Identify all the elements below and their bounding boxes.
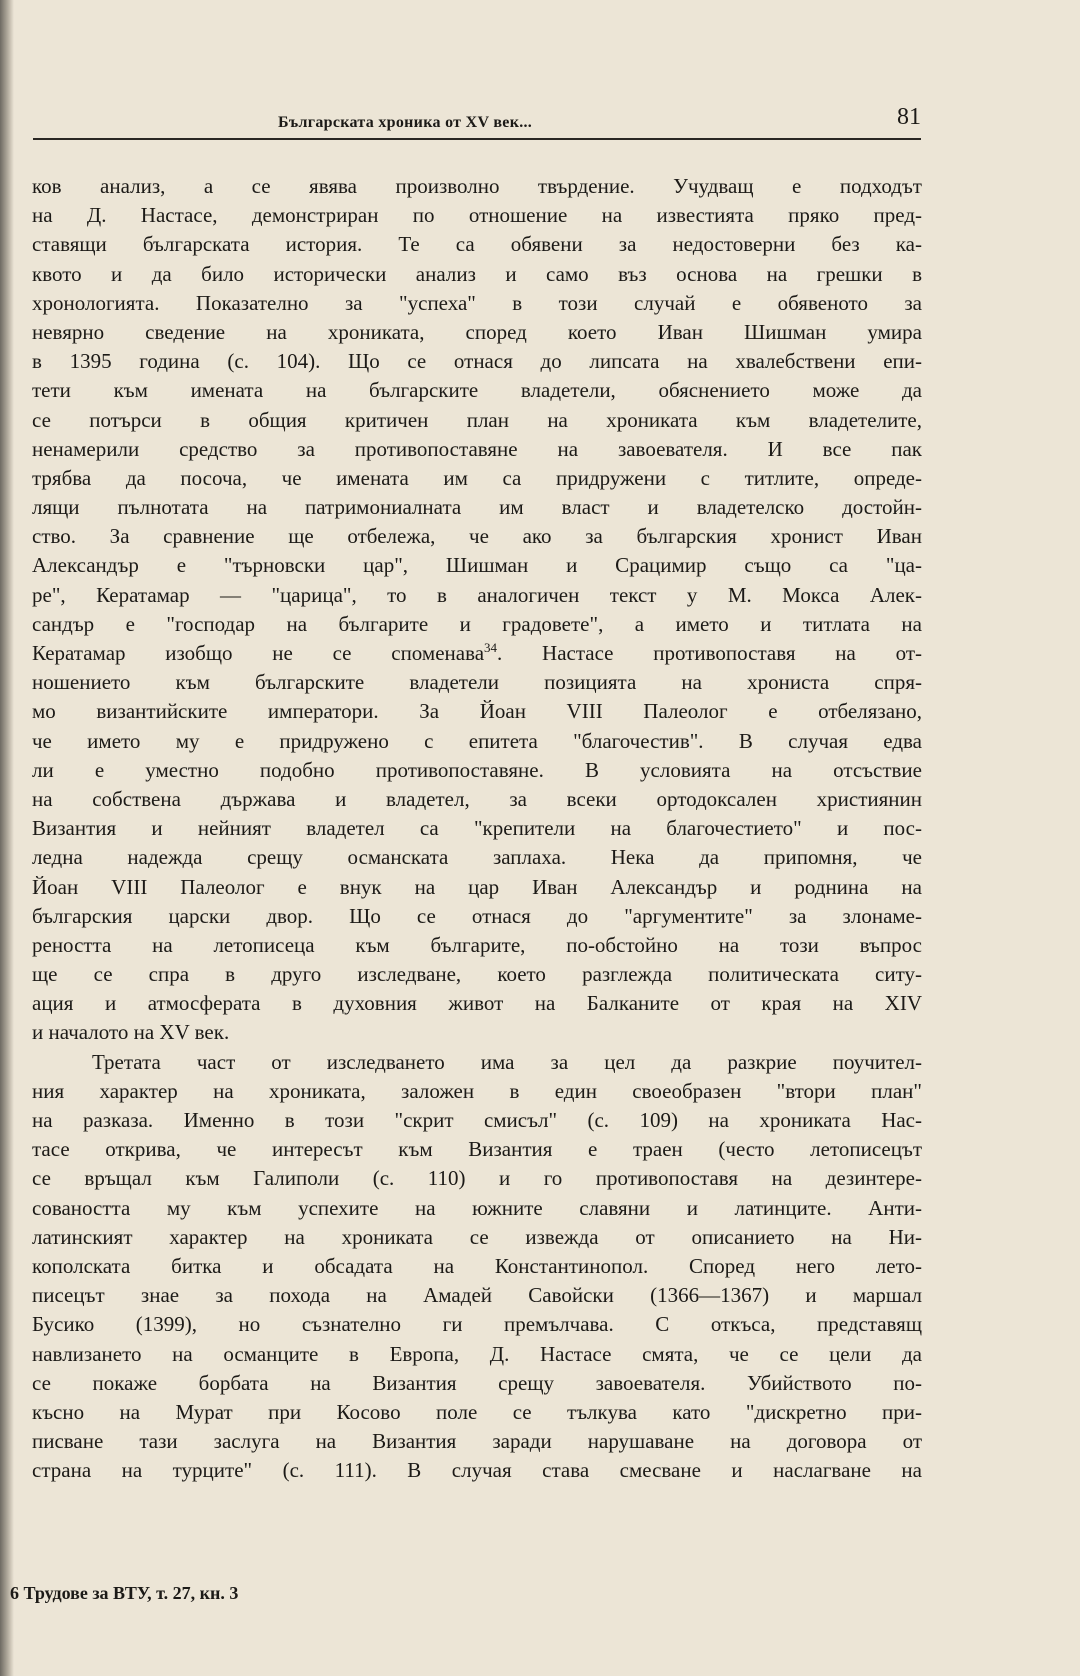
text-line: ре", Кератамар — "царица", то в аналогичен текст у М. Мокса Алек-	[32, 582, 922, 607]
line-text-before: Кератамар изобщо не се споменава	[32, 641, 485, 665]
printer-signature: 6 Трудове за ВТУ, т. 27, кн. 3	[10, 1583, 239, 1603]
footnote-reference[interactable]: 34	[484, 640, 498, 655]
text-line: ношението към българските владетели позицията на хрониста спря-	[32, 670, 922, 695]
text-line: соваността му към успехите на южните славяни и латинците. Анти-	[32, 1195, 922, 1220]
text-line: на собствена държава и владетел, за всеки ортодоксален християнин	[32, 786, 922, 811]
text-line: ненамерили средство за противопоставяне на завоевателя. И все пак	[32, 436, 922, 461]
text-line: трябва да посоча, че имената им са придружени с титлите, опреде-	[32, 465, 922, 490]
text-line: се потърси в общия критичен план на хрониката към владетелите,	[32, 407, 922, 432]
text-line-with-footnote	[32, 639, 922, 668]
text-line: ация и атмосферата в духовния живот на Балканите от края на XIV	[32, 991, 922, 1016]
text-line: мо византийските императори. За Йоан VIII Палеолог е отбелязано,	[32, 699, 922, 724]
text-line: невярно сведение на хрониката, според което Иван Шишман умира	[32, 319, 922, 344]
text-line: страна на турците" (с. 111). В случая става смесване и наслагване на	[32, 1458, 922, 1483]
text-line: ледна надежда срещу османската заплаха. Нека да припомня, че	[32, 845, 922, 870]
text-line: на Д. Настасе, демонстриран по отношение на известията пряко пред-	[32, 203, 922, 228]
text-line: късно на Мурат при Косово поле се тълкува като "дискретно при-	[32, 1399, 922, 1424]
text-line: Бусико (1399), но съзнателно ги премълчава. С откъса, представящ	[32, 1312, 922, 1337]
running-title: Българската хроника от XV век...	[278, 114, 533, 131]
text-line: ще се спра в друго изследване, което разглежда политическата ситу-	[32, 962, 922, 987]
text-line: кополската битка и обсадата на Константинопол. Според него лето-	[32, 1253, 922, 1278]
text-line: писецът знае за похода на Амадей Савойски (1366—1367) и маршал	[32, 1283, 922, 1308]
text-line: хронологията. Показателно за "успеха" в този случай е обявеното за	[32, 290, 922, 315]
text-line: ков анализ, а се явява произволно твърдение. Учудващ е подходът	[32, 174, 922, 198]
text-line: че името му е придружено с епитета "благочестив". В случая едва	[32, 728, 922, 753]
text-line: писване тази заслуга на Византия заради нарушаване на договора от	[32, 1429, 922, 1454]
text-line: сандър е "господар на българите и градовете", а името и титлата на	[32, 611, 922, 636]
text-line: Византия и нейният владетел са "крепители на благочестието" и пос-	[32, 816, 922, 841]
text-line: в 1395 година (с. 104). Що се отнася до липсата на хвалебствени епи-	[32, 349, 922, 374]
text-line: квото и да било исторически анализ и само въз основа на грешки в	[32, 261, 922, 286]
text-line: се връщал към Галиполи (с. 110) и го противопоставя на дезинтере-	[32, 1166, 922, 1191]
page-edge-shadow	[0, 0, 14, 1676]
text-line-paragraph-start: Третата част от изследването има за цел да разкрие поучител-	[92, 1049, 922, 1074]
text-line: ли е уместно подобно противопоставяне. В условията на отсъствие	[32, 757, 922, 782]
text-line: Йоан VIII Палеолог е внук на цар Иван Александър и роднина на	[32, 874, 922, 899]
text-line: се покаже борбата на Византия срещу завоевателя. Убийството по-	[32, 1370, 922, 1395]
text-line: тасе открива, че интересът към Византия е траен (често летописецът	[32, 1137, 922, 1162]
text-line-paragraph-end: и началото на XV век.	[32, 1020, 230, 1045]
text-line: на разказа. Именно в този "скрит смисъл" (с. 109) на хрониката Нас-	[32, 1108, 922, 1132]
text-line: реността на летописеца към българите, по-обстойно на този въпрос	[32, 932, 922, 957]
text-line: ставящи българската история. Те са обявени за недостоверни без ка-	[32, 232, 922, 257]
body-text	[32, 172, 922, 1485]
text-line: българския царски двор. Що се отнася до "аргументите" за злонаме-	[32, 903, 922, 928]
text-line: латинският характер на хрониката се извежда от описанието на Ни-	[32, 1224, 922, 1249]
text-line: ния характер на хрониката, заложен в един своеобразен "втори план"	[32, 1078, 922, 1103]
line-text-after: . Настасе противопоставя на от-	[497, 641, 922, 665]
text-line: Александър е "търновски цар", Шишман и Срацимир също са "ца-	[32, 553, 922, 578]
text-line: ство. За сравнение ще отбележа, че ако за българския хронист Иван	[32, 524, 922, 549]
page-number: 81	[897, 104, 921, 130]
text-line: тети към имената на българските владетели, обяснението може да	[32, 378, 922, 403]
text-line: лящи пълнотата на патримониалната им власт и владетелско достойн-	[32, 495, 922, 520]
page-header	[33, 104, 921, 140]
text-line: навлизането на османците в Европа, Д. Настасе смята, че се цели да	[32, 1341, 922, 1366]
